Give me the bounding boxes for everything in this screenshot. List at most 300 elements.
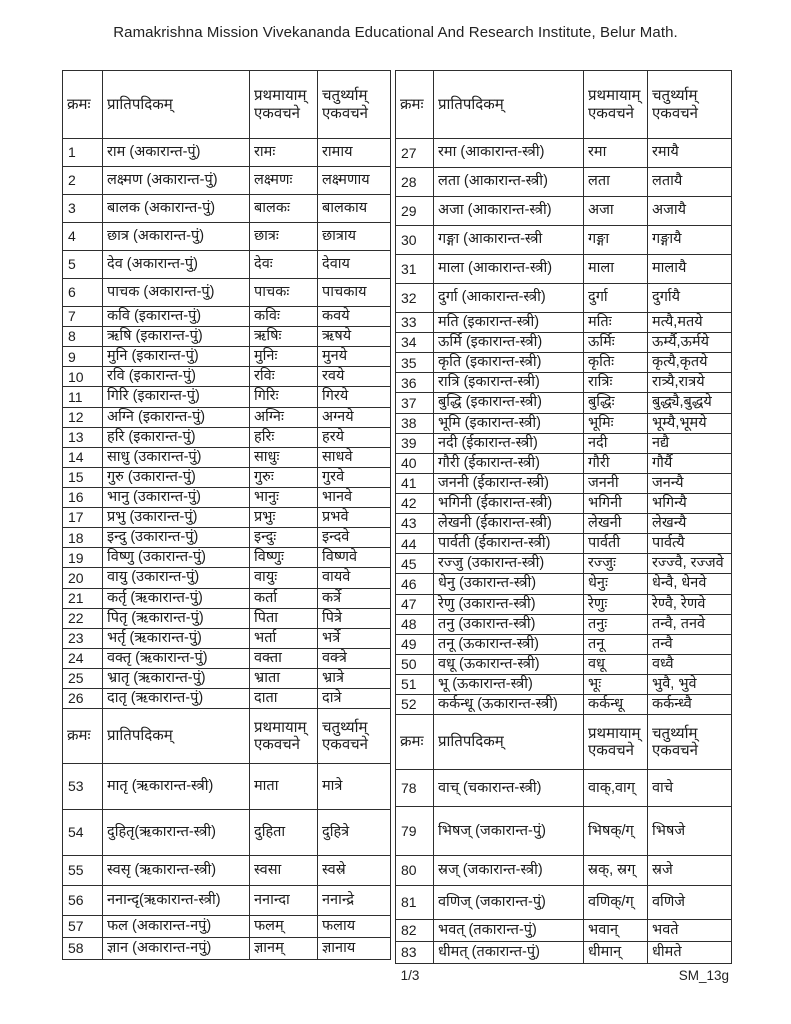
row-number: 17 (63, 508, 103, 528)
table-header-mid-right (396, 715, 732, 770)
stem-cell: वक्तृ (ऋकारान्त-पुं) (103, 648, 250, 668)
chaturthi-cell: कवये (318, 307, 391, 327)
prathama-cell: ज्ञानम् (250, 938, 318, 960)
prathama-cell: वाक्,वाग् (584, 770, 648, 807)
table-row (396, 139, 732, 168)
stem-cell: मातृ (ऋकारान्त-स्त्री) (103, 764, 250, 810)
stem-cell: धेनु (उकारान्त-स्त्री) (434, 574, 584, 594)
declension-table-left (62, 70, 391, 960)
prathama-cell: गिरिः (250, 387, 318, 407)
prathama-cell: माता (250, 764, 318, 810)
stem-cell: रवि (इकारान्त-पुं) (103, 367, 250, 387)
chaturthi-cell: भगिन्यै (648, 493, 732, 513)
row-number: 80 (396, 856, 434, 886)
stem-cell: ऊर्मि (इकारान्त-स्त्री) (434, 333, 584, 353)
stem-cell: कर्कन्धू (ऊकारान्त-स्त्री) (434, 695, 584, 715)
table-row (63, 689, 391, 709)
stem-cell: गौरी (ईकारान्त-स्त्री) (434, 453, 584, 473)
table-row (396, 226, 732, 255)
row-number: 8 (63, 327, 103, 347)
table-row (63, 548, 391, 568)
stem-cell: अजा (आकारान्त-स्त्री) (434, 197, 584, 226)
stem-cell: विष्णु (उकारान्त-पुं) (103, 548, 250, 568)
row-number: 30 (396, 226, 434, 255)
table-row (63, 279, 391, 307)
chaturthi-cell: गिरये (318, 387, 391, 407)
header-prathamayam: प्रथमायाम् एकवचने (250, 709, 318, 764)
prathama-cell: लता (584, 168, 648, 197)
stem-cell: गङ्गा (आकारान्त-स्त्री (434, 226, 584, 255)
stem-cell: पाचक (अकारान्त-पुं) (103, 279, 250, 307)
prathama-cell: रविः (250, 367, 318, 387)
table-row (63, 487, 391, 507)
stem-cell: तनु (उकारान्त-स्त्री) (434, 614, 584, 634)
stem-cell: देव (अकारान्त-पुं) (103, 251, 250, 279)
prathama-cell: मतिः (584, 313, 648, 333)
prathama-cell: गुरुः (250, 467, 318, 487)
chaturthi-cell: अग्नये (318, 407, 391, 427)
chaturthi-cell: नद्यै (648, 433, 732, 453)
chaturthi-cell: दात्रे (318, 689, 391, 709)
prathama-cell: जननी (584, 473, 648, 493)
chaturthi-cell: रज्ज्वै, रज्जवे (648, 554, 732, 574)
row-number: 56 (63, 886, 103, 916)
chaturthi-cell: धेन्वै, धेनवे (648, 574, 732, 594)
chaturthi-cell: बालकाय (318, 195, 391, 223)
prathama-cell: भानुः (250, 487, 318, 507)
header-chaturthyam: चतुर्थ्याम् एकवचने (648, 71, 732, 139)
row-number: 27 (396, 139, 434, 168)
prathama-cell: माला (584, 255, 648, 284)
table-row (396, 942, 732, 964)
chaturthi-cell: छात्राय (318, 223, 391, 251)
stem-cell: फल (अकारान्त-नपुं) (103, 916, 250, 938)
table-row (396, 255, 732, 284)
rows-right-top (396, 139, 732, 715)
table-row (396, 168, 732, 197)
prathama-cell: पाचकः (250, 279, 318, 307)
row-number: 1 (63, 139, 103, 167)
prathama-cell: रेणुः (584, 594, 648, 614)
row-number: 22 (63, 608, 103, 628)
chaturthi-cell: गङ्गायै (648, 226, 732, 255)
table-row (63, 167, 391, 195)
stem-cell: भगिनी (ईकारान्त-स्त्री) (434, 493, 584, 513)
row-number: 32 (396, 284, 434, 313)
row-number: 78 (396, 770, 434, 807)
prathama-cell: कर्कन्धू (584, 695, 648, 715)
chaturthi-cell: स्वस्रे (318, 856, 391, 886)
chaturthi-cell: भ्रात्रे (318, 668, 391, 688)
prathama-cell: फलम् (250, 916, 318, 938)
table-row (63, 628, 391, 648)
row-number: 4 (63, 223, 103, 251)
chaturthi-cell: प्रभवे (318, 508, 391, 528)
chaturthi-cell: लक्ष्मणाय (318, 167, 391, 195)
chaturthi-cell: भर्त्रे (318, 628, 391, 648)
prathama-cell: छात्रः (250, 223, 318, 251)
chaturthi-cell: वायवे (318, 568, 391, 588)
prathama-cell: इन्दुः (250, 528, 318, 548)
table-row (63, 195, 391, 223)
chaturthi-cell: भुवै, भुवे (648, 674, 732, 694)
prathama-cell: नदी (584, 433, 648, 453)
prathama-cell: भगिनी (584, 493, 648, 513)
row-number: 52 (396, 695, 434, 715)
stem-cell: रज्जु (उकारान्त-स्त्री) (434, 554, 584, 574)
stem-cell: भर्तृ (ऋकारान्त-पुं) (103, 628, 250, 648)
prathama-cell: स्वसा (250, 856, 318, 886)
header-pratipadikam: प्रातिपदिकम् (103, 709, 250, 764)
stem-cell: तनू (ऊकारान्त-स्त्री) (434, 634, 584, 654)
table-row (63, 764, 391, 810)
chaturthi-cell: कर्कन्ध्वै (648, 695, 732, 715)
prathama-cell: ऊर्मिः (584, 333, 648, 353)
prathama-cell: वणिक्/ग् (584, 886, 648, 920)
prathama-cell: भिषक्/ग् (584, 807, 648, 856)
row-number: 34 (396, 333, 434, 353)
chaturthi-cell: भूम्यै,भूमये (648, 413, 732, 433)
stem-cell: भ्रातृ (ऋकारान्त-पुं) (103, 668, 250, 688)
row-number: 33 (396, 313, 434, 333)
chaturthi-cell: मुनये (318, 347, 391, 367)
chaturthi-cell: इन्दवे (318, 528, 391, 548)
row-number: 15 (63, 467, 103, 487)
stem-cell: वधू (ऊकारान्त-स्त्री) (434, 654, 584, 674)
prathama-cell: भ्राता (250, 668, 318, 688)
chaturthi-cell: ननान्द्रे (318, 886, 391, 916)
prathama-cell: वायुः (250, 568, 318, 588)
prathama-cell: धेनुः (584, 574, 648, 594)
chaturthi-cell: दुहित्रे (318, 810, 391, 856)
chaturthi-cell: लेखन्यै (648, 514, 732, 534)
row-number: 45 (396, 554, 434, 574)
stem-cell: धीमत् (तकारान्त-पुं) (434, 942, 584, 964)
stem-cell: भू (ऊकारान्त-स्त्री) (434, 674, 584, 694)
table-row (396, 695, 732, 715)
header-prathamayam: प्रथमायाम् एकवचने (584, 71, 648, 139)
prathama-cell: ऋषिः (250, 327, 318, 347)
stem-cell: गुरु (उकारान्त-पुं) (103, 467, 250, 487)
row-number: 12 (63, 407, 103, 427)
header-pratipadikam: प्रातिपदिकम् (434, 715, 584, 770)
row-number: 47 (396, 594, 434, 614)
chaturthi-cell: वणिजे (648, 886, 732, 920)
table-row (63, 367, 391, 387)
row-number: 48 (396, 614, 434, 634)
chaturthi-cell: साधवे (318, 447, 391, 467)
row-number: 31 (396, 255, 434, 284)
table-row (396, 614, 732, 634)
table-row (396, 473, 732, 493)
row-number: 21 (63, 588, 103, 608)
header-kramah: क्रमः (396, 71, 434, 139)
chaturthi-cell: बुद्ध्यै,बुद्धये (648, 393, 732, 413)
prathama-cell: भवान् (584, 920, 648, 942)
prathama-cell: गौरी (584, 453, 648, 473)
prathama-cell: दुर्गा (584, 284, 648, 313)
table-row (63, 407, 391, 427)
chaturthi-cell: तन्वै (648, 634, 732, 654)
row-number: 5 (63, 251, 103, 279)
stem-cell: साधु (उकारान्त-पुं) (103, 447, 250, 467)
prathama-cell: विष्णुः (250, 548, 318, 568)
prathama-cell: गङ्गा (584, 226, 648, 255)
table-row (63, 139, 391, 167)
prathama-cell: स्रक्, स्रग् (584, 856, 648, 886)
chaturthi-cell: रामाय (318, 139, 391, 167)
table-row (396, 313, 732, 333)
stem-cell: वाच् (चकारान्त-स्त्री) (434, 770, 584, 807)
chaturthi-cell: ज्ञानाय (318, 938, 391, 960)
table-row (63, 387, 391, 407)
row-number: 19 (63, 548, 103, 568)
chaturthi-cell: भिषजे (648, 807, 732, 856)
table-row (396, 413, 732, 433)
chaturthi-cell: कर्त्रे (318, 588, 391, 608)
table-row (396, 333, 732, 353)
chaturthi-cell: ऋषये (318, 327, 391, 347)
header-prathamayam: प्रथमायाम् एकवचने (250, 71, 318, 139)
row-number: 46 (396, 574, 434, 594)
chaturthi-cell: पित्रे (318, 608, 391, 628)
chaturthi-cell: ऊर्म्यै,ऊर्मये (648, 333, 732, 353)
table-row (396, 284, 732, 313)
prathama-cell: वक्ता (250, 648, 318, 668)
row-number: 13 (63, 427, 103, 447)
chaturthi-cell: भवते (648, 920, 732, 942)
stem-cell: कृति (इकारान्त-स्त्री) (434, 353, 584, 373)
stem-cell: रेणु (उकारान्त-स्त्री) (434, 594, 584, 614)
prathama-cell: ननान्दा (250, 886, 318, 916)
chaturthi-cell: वध्वै (648, 654, 732, 674)
stem-cell: भवत् (तकारान्त-पुं) (434, 920, 584, 942)
stem-cell: दातृ (ऋकारान्त-पुं) (103, 689, 250, 709)
header-chaturthyam: चतुर्थ्याम् एकवचने (318, 709, 391, 764)
table-row (396, 594, 732, 614)
row-number: 49 (396, 634, 434, 654)
stem-cell: नदी (ईकारान्त-स्त्री) (434, 433, 584, 453)
declension-table-right (395, 70, 732, 964)
header-prathamayam: प्रथमायाम् एकवचने (584, 715, 648, 770)
stem-cell: इन्दु (उकारान्त-पुं) (103, 528, 250, 548)
prathama-cell: बालकः (250, 195, 318, 223)
table-row (63, 427, 391, 447)
table-row (63, 447, 391, 467)
header-chaturthyam: चतुर्थ्याम् एकवचने (648, 715, 732, 770)
table-header-top-right (396, 71, 732, 139)
prathama-cell: दुहिता (250, 810, 318, 856)
stem-cell: प्रभु (उकारान्त-पुं) (103, 508, 250, 528)
stem-cell: राम (अकारान्त-पुं) (103, 139, 250, 167)
chaturthi-cell: जनन्यै (648, 473, 732, 493)
row-number: 16 (63, 487, 103, 507)
header-kramah: क्रमः (63, 709, 103, 764)
prathama-cell: पिता (250, 608, 318, 628)
chaturthi-cell: देवाय (318, 251, 391, 279)
table-row (63, 467, 391, 487)
prathama-cell: बुद्धिः (584, 393, 648, 413)
table-row (63, 588, 391, 608)
prathama-cell: अग्निः (250, 407, 318, 427)
chaturthi-cell: धीमते (648, 942, 732, 964)
row-number: 53 (63, 764, 103, 810)
row-number: 36 (396, 373, 434, 393)
stem-cell: पार्वती (ईकारान्त-स्त्री) (434, 534, 584, 554)
row-number: 44 (396, 534, 434, 554)
row-number: 37 (396, 393, 434, 413)
table-row (396, 453, 732, 473)
row-number: 51 (396, 674, 434, 694)
header-row (63, 709, 391, 764)
table-row (396, 493, 732, 513)
chaturthi-cell: वक्त्रे (318, 648, 391, 668)
table-row (63, 916, 391, 938)
chaturthi-cell: तन्वै, तनवे (648, 614, 732, 634)
header-pratipadikam: प्रातिपदिकम् (103, 71, 250, 139)
table-row (396, 373, 732, 393)
stem-cell: छात्र (अकारान्त-पुं) (103, 223, 250, 251)
table-row (396, 920, 732, 942)
stem-cell: ज्ञान (अकारान्त-नपुं) (103, 938, 250, 960)
chaturthi-cell: लतायै (648, 168, 732, 197)
header-kramah: क्रमः (63, 71, 103, 139)
table-row (63, 938, 391, 960)
table-row (396, 514, 732, 534)
table-row (63, 223, 391, 251)
row-number: 57 (63, 916, 103, 938)
table-row (63, 810, 391, 856)
prathama-cell: तनुः (584, 614, 648, 634)
row-number: 55 (63, 856, 103, 886)
chaturthi-cell: फलाय (318, 916, 391, 938)
row-number: 7 (63, 307, 103, 327)
stem-cell: दुहितृ(ऋकारान्त-स्त्री) (103, 810, 250, 856)
tables-container (62, 70, 732, 964)
header-kramah: क्रमः (396, 715, 434, 770)
table-row (63, 508, 391, 528)
chaturthi-cell: पाचकाय (318, 279, 391, 307)
prathama-cell: साधुः (250, 447, 318, 467)
chaturthi-cell: भानवे (318, 487, 391, 507)
chaturthi-cell: रात्र्यै,रात्रये (648, 373, 732, 393)
prathama-cell: वधू (584, 654, 648, 674)
row-number: 20 (63, 568, 103, 588)
chaturthi-cell: अजायै (648, 197, 732, 226)
stem-cell: बुद्धि (इकारान्त-स्त्री) (434, 393, 584, 413)
table-row (63, 856, 391, 886)
row-number: 6 (63, 279, 103, 307)
chaturthi-cell: कृत्यै,कृतये (648, 353, 732, 373)
row-number: 42 (396, 493, 434, 513)
header-row (396, 715, 732, 770)
table-row (396, 770, 732, 807)
stem-cell: स्रज् (जकारान्त-स्त्री) (434, 856, 584, 886)
chaturthi-cell: रवये (318, 367, 391, 387)
table-row (63, 327, 391, 347)
prathama-cell: भूः (584, 674, 648, 694)
prathama-cell: प्रभुः (250, 508, 318, 528)
row-number: 11 (63, 387, 103, 407)
page-footer (0, 968, 791, 992)
prathama-cell: भर्ता (250, 628, 318, 648)
document-title: Ramakrishna Mission Vivekananda Educational And Research Institute, Belur Math. (113, 24, 678, 41)
row-number: 38 (396, 413, 434, 433)
stem-cell: स्वसृ (ऋकारान्त-स्त्री) (103, 856, 250, 886)
row-number: 3 (63, 195, 103, 223)
table-row (63, 886, 391, 916)
stem-cell: कवि (इकारान्त-पुं) (103, 307, 250, 327)
stem-cell: भानु (उकारान्त-पुं) (103, 487, 250, 507)
row-number: 83 (396, 942, 434, 964)
stem-cell: गिरि (इकारान्त-पुं) (103, 387, 250, 407)
row-number: 35 (396, 353, 434, 373)
table-row (396, 674, 732, 694)
stem-cell: मुनि (इकारान्त-पुं) (103, 347, 250, 367)
row-number: 54 (63, 810, 103, 856)
table-row (63, 668, 391, 688)
chaturthi-cell: दुर्गायै (648, 284, 732, 313)
table-header-mid-left (63, 709, 391, 764)
row-number: 18 (63, 528, 103, 548)
table-row (396, 886, 732, 920)
header-chaturthyam: चतुर्थ्याम् एकवचने (318, 71, 391, 139)
row-number: 26 (63, 689, 103, 709)
stem-cell: जननी (ईकारान्त-स्त्री) (434, 473, 584, 493)
row-number: 43 (396, 514, 434, 534)
row-number: 39 (396, 433, 434, 453)
chaturthi-cell: मत्यै,मतये (648, 313, 732, 333)
row-number: 10 (63, 367, 103, 387)
table-header-top-left (63, 71, 391, 139)
stem-cell: हरि (इकारान्त-पुं) (103, 427, 250, 447)
table-row (396, 393, 732, 413)
table-row (396, 856, 732, 886)
header-row (63, 71, 391, 139)
stem-cell: ऋषि (इकारान्त-पुं) (103, 327, 250, 347)
stem-cell: लता (आकारान्त-स्त्री) (434, 168, 584, 197)
table-row (63, 347, 391, 367)
header-pratipadikam: प्रातिपदिकम् (434, 71, 584, 139)
chaturthi-cell: विष्णवे (318, 548, 391, 568)
prathama-cell: रज्जुः (584, 554, 648, 574)
stem-cell: कर्तृ (ऋकारान्त-पुं) (103, 588, 250, 608)
row-number: 58 (63, 938, 103, 960)
stem-cell: लक्ष्मण (अकारान्त-पुं) (103, 167, 250, 195)
prathama-cell: लेखनी (584, 514, 648, 534)
prathama-cell: भूमिः (584, 413, 648, 433)
prathama-cell: रमा (584, 139, 648, 168)
stem-cell: वायु (उकारान्त-पुं) (103, 568, 250, 588)
table-row (63, 528, 391, 548)
table-row (63, 307, 391, 327)
table-row (396, 433, 732, 453)
row-number: 29 (396, 197, 434, 226)
row-number: 25 (63, 668, 103, 688)
prathama-cell: मुनिः (250, 347, 318, 367)
stem-cell: रात्रि (इकारान्त-स्त्री) (434, 373, 584, 393)
chaturthi-cell: पार्वत्यै (648, 534, 732, 554)
prathama-cell: तनू (584, 634, 648, 654)
table-row (396, 554, 732, 574)
chaturthi-cell: मालायै (648, 255, 732, 284)
row-number: 14 (63, 447, 103, 467)
row-number: 50 (396, 654, 434, 674)
rows-right-bottom (396, 770, 732, 964)
stem-cell: भूमि (इकारान्त-स्त्री) (434, 413, 584, 433)
prathama-cell: रामः (250, 139, 318, 167)
chaturthi-cell: वाचे (648, 770, 732, 807)
